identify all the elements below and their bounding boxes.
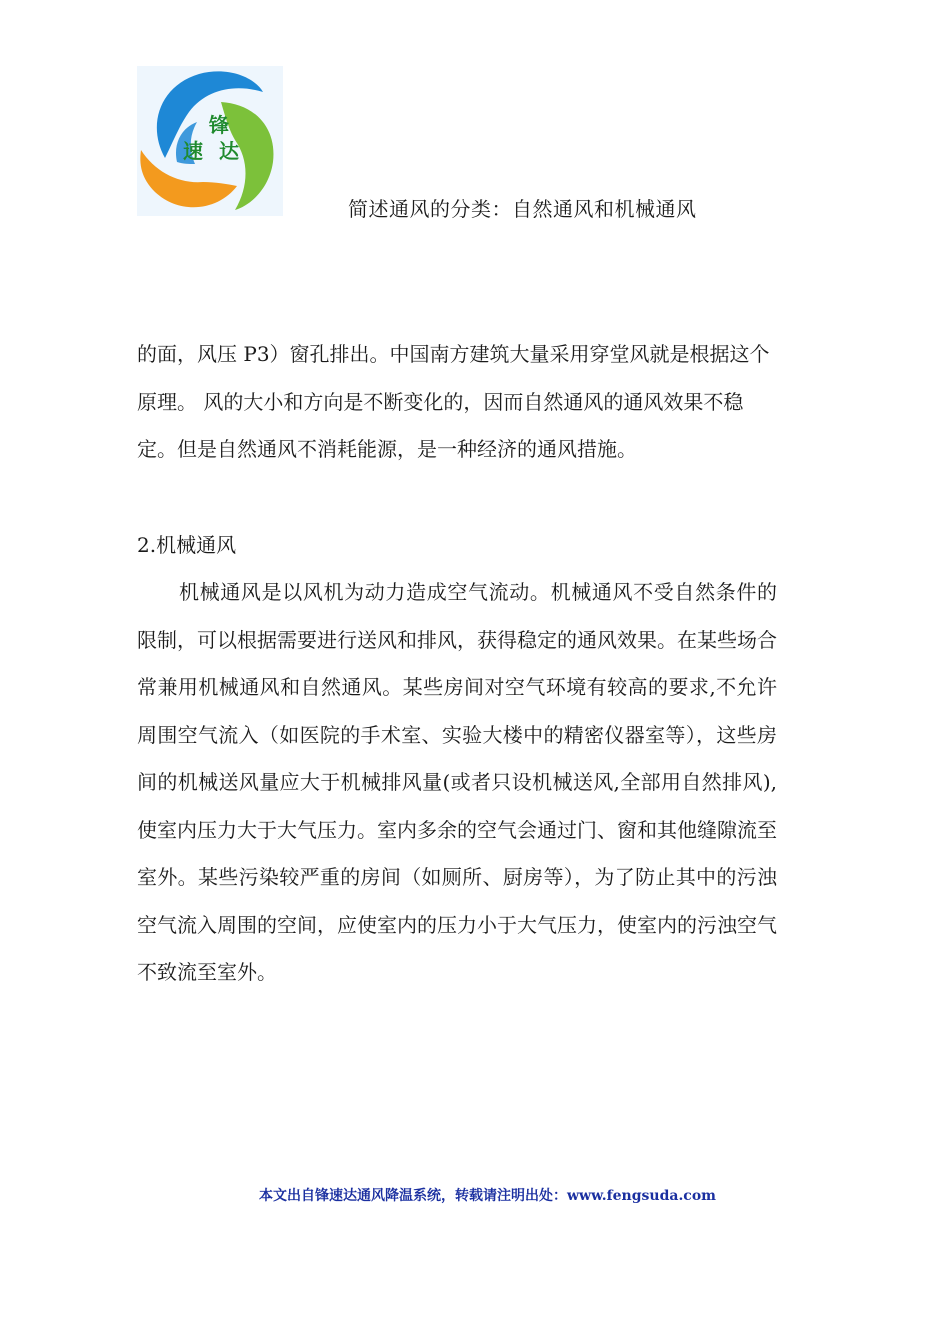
- section-heading-mechanical-ventilation: 2.机械通风: [137, 533, 237, 557]
- fan-logo-icon: [137, 66, 283, 216]
- svg-text:速: 速: [183, 139, 203, 163]
- footer-source-link[interactable]: 本文出自锋速达通风降温系统，转载请注明出处：www.fengsuda.com: [259, 1188, 716, 1204]
- svg-text:达: 达: [219, 139, 239, 163]
- company-logo: [137, 66, 283, 216]
- paragraph-mechanical-ventilation: 机械通风是以风机为动力造成空气流动。机械通风不受自然条件的限制，可以根据需要进行送风和排风，获得稳定的通风效果。在某些场合常兼用机械通风和自然通风。某些房间对空气环境有较高的要求,不允许周围空气流入（如医院的手术室、实验大楼中的精密仪器室等），这些房间的机械送风量应大于机械排风量(或者只设机械送风,全部用自然排风),使室内压力大于大气压力。室内多余的空气会通过门、窗和其他缝隙流至室外。某些污染较严重的房间（如厕所、厨房等），为了防止其中的污浊空气流入周围的空间，应使室内的压力小于大气压力，使室内的污浊空气不致流至室外。: [137, 580, 777, 984]
- paragraph-natural-ventilation: 的面，风压 P3）窗孔排出。中国南方建筑大量采用穿堂风就是根据这个原理。 风的大小和方向是不断变化的，因而自然通风的通风效果不稳定。但是自然通风不消耗能源，是一种经济的通风措施。: [137, 342, 770, 461]
- svg-text:锋: 锋: [209, 113, 229, 137]
- page-title: 简述通风的分类：自然通风和机械通风: [348, 197, 697, 221]
